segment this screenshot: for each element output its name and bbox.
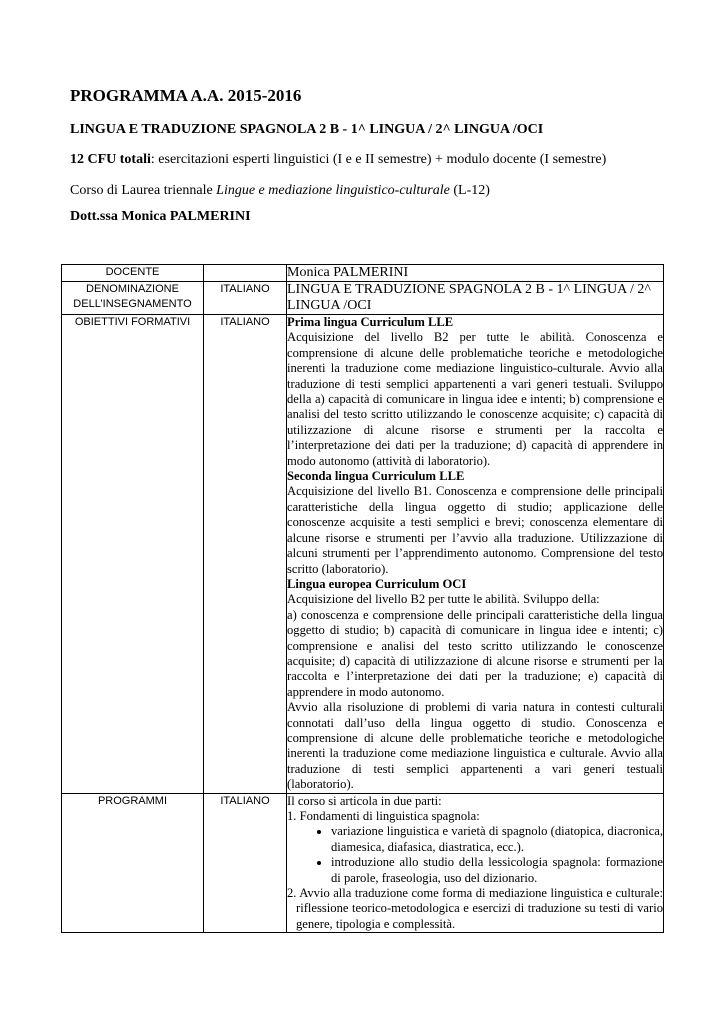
row-label: DOCENTE: [62, 265, 204, 282]
section-title: Seconda lingua Curriculum LLE: [287, 469, 465, 484]
teacher-name: Dott.ssa Monica PALMERINI: [70, 209, 251, 224]
degree-suffix: (L-12): [449, 183, 490, 198]
row-label: DENOMINAZIONE DELL’INSEGNAMENTO: [62, 282, 204, 315]
degree-line: [70, 183, 490, 199]
table-row: [62, 265, 664, 282]
section-text: Acquisizione del livello B1. Conoscenza e comprensione delle principali caratteristiche della lingua oggetto di studio; applicazione delle conoscenze acquisite a testi semplici e brevi; conoscenza elementare di alcune risorse e strumenti per l’avvio alla traduzione. Utilizzazione di alcuni strumenti per l’apprendimento autonomo. Comprensione del testo scritto (laboratorio).: [287, 484, 663, 576]
table-row: [62, 793, 664, 933]
section-text: Avvio alla risoluzione di problemi di varia natura in contesti culturali connotati dall’uso della lingua oggetto di studio. Conoscenza e comprensione di alcune delle problematiche teoriche e metodologiche inerenti la traduzione come mediazione linguistica e culturale. Avvio alla traduzione di testi semplici appartenenti a vari generi testuali (laboratorio).: [287, 700, 663, 792]
list-item: • introduzione allo studio della lessicologia spagnola: formazione di parole, fraseologia, uso del dizionario.: [331, 855, 663, 886]
section-text: a) conoscenza e comprensione delle principali caratteristiche della lingua oggetto di studio; b) capacità di comunicare in lingua idee e intenti; c) comprensione e analisi del testo scritto utilizzando le conoscenze acquisite; d) capacità di utilizzazione di alcune risorse e strumenti per la raccolta e l’interpretazione dei dati per la traduzione; e) capacità di apprendere in modo autonomo.: [287, 607, 663, 699]
section-text: Acquisizione del livello B2 per tutte le abilità. Sviluppo della:: [287, 592, 600, 607]
programs-intro: Il corso si articola in due parti:: [287, 793, 442, 808]
row-lang: ITALIANO: [204, 793, 287, 933]
row-lang: ITALIANO: [204, 282, 287, 315]
objectives-cell: [287, 315, 664, 794]
row-value: LINGUA E TRADUZIONE SPAGNOLA 2 B - 1^ LINGUA / 2^ LINGUA /OCI: [287, 282, 664, 315]
programs-part-1: 1. Fondamenti di linguistica spagnola:: [287, 809, 480, 823]
row-value: Monica PALMERINI: [287, 265, 664, 282]
section-title: Prima lingua Curriculum LLE: [287, 315, 454, 329]
program-table: [61, 264, 664, 933]
section-text: Acquisizione del livello B2 per tutte le abilità. Conoscenza e comprensione di alcune delle problematiche teoriche e metodologiche inerenti la traduzione come mediazione linguistico-culturale. Avvio alla traduzione di testi semplici appartenenti a vari generi testuali. Sviluppo della a) capacità di comunicare in lingua idee e intenti; b) comprensione e analisi del testo scritto utilizzando le conoscenze acquisite; c) capacità di utilizzazione di alcune risorse e strumenti per la raccolta e l’interpretazione dei dati per la traduzione; d) capacità di apprendere in modo autonomo (attività di laboratorio).: [287, 330, 663, 468]
cfu-text: : esercitazioni esperti linguistici (I e e II semestre) + modulo docente (I semestre): [150, 152, 607, 167]
degree-prefix: Corso di Laurea triennale: [70, 183, 217, 198]
degree-name: Lingue e mediazione linguistico-culturale: [216, 183, 450, 198]
row-lang: ITALIANO: [204, 315, 287, 794]
cfu-line: [70, 152, 606, 168]
section-title: Lingua europea Curriculum OCI: [287, 576, 467, 591]
program-title: PROGRAMMA A.A. 2015-2016: [70, 86, 302, 105]
row-label: OBIETTIVI FORMATIVI: [62, 315, 204, 794]
list-item: • variazione linguistica e varietà di spagnolo (diatopica, diacronica, diamesica, diafasica, diastratica, ecc.).: [331, 824, 663, 855]
course-line: LINGUA E TRADUZIONE SPAGNOLA 2 B - 1^ LINGUA / 2^ LINGUA /OCI: [70, 122, 544, 137]
cfu-label: 12 CFU totali: [70, 152, 151, 167]
programs-bullets: [287, 824, 663, 886]
row-label: PROGRAMMI: [62, 793, 204, 933]
programs-part-2: 2. Avvio alla traduzione come forma di mediazione linguistica e culturale: riflessione teorico-metodologica e esercizi di traduzione su testi di vario genere, tipologia e complessità.: [287, 886, 663, 931]
table-row: [62, 282, 664, 315]
row-lang: [204, 265, 287, 282]
programs-cell: [287, 793, 664, 933]
table-row: [62, 315, 664, 794]
